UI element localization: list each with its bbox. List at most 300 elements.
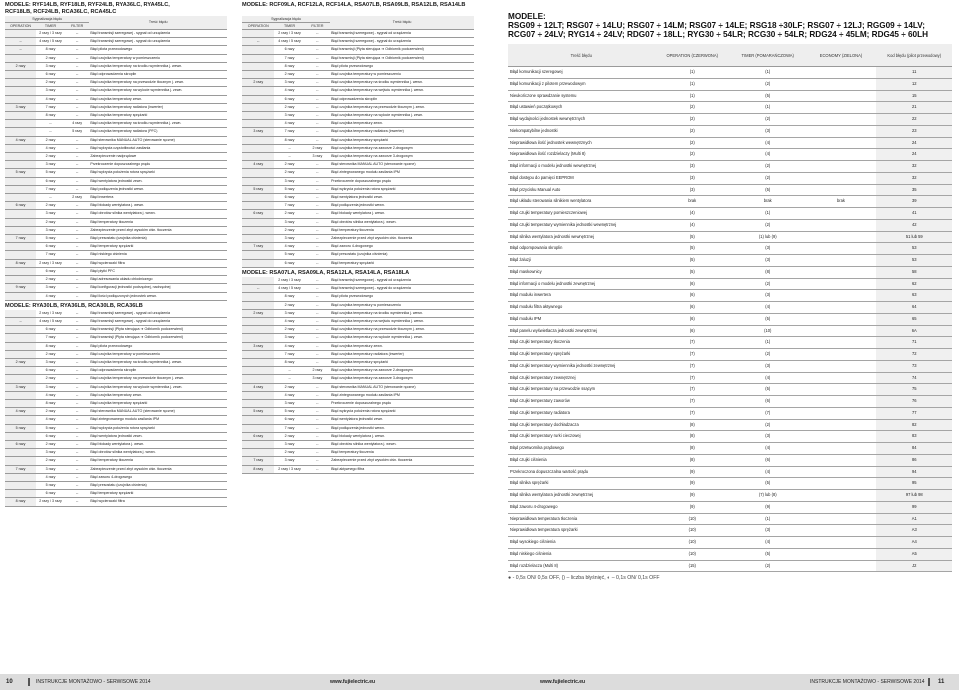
timer-cell: (3): [730, 431, 805, 443]
table-row: [242, 375, 474, 383]
filter-cell: --: [305, 243, 331, 251]
operation-cell: [5, 30, 36, 38]
filter-cell: 5 razy: [65, 128, 89, 136]
table-row: [242, 293, 474, 301]
filter-cell: --: [305, 424, 331, 432]
table-row: [242, 194, 474, 202]
operation-cell: [242, 202, 274, 210]
filter-cell: --: [305, 87, 331, 95]
table-row: [5, 185, 227, 193]
description-cell: Błąd blokady wentylatora j. wewn.: [330, 210, 474, 218]
operation-cell: (7): [655, 349, 730, 361]
operation-cell: 2 razy: [242, 79, 274, 87]
code-cell: 74: [876, 372, 952, 384]
timer-cell: 6 razy: [36, 177, 65, 185]
operation-cell: [242, 259, 274, 267]
operation-cell: (6): [655, 302, 730, 314]
economy-cell: [805, 560, 876, 572]
operation-cell: [242, 120, 274, 128]
timer-cell: 4 razy / 5 razy: [274, 38, 304, 46]
table-row: [5, 473, 227, 481]
timer-cell: --: [274, 375, 304, 383]
operation-cell: [5, 490, 36, 498]
timer-cell: 3 razy: [274, 79, 304, 87]
description-cell: Zabezpieczenie przed zbyt wysokim ciśn. tłoczenia: [330, 235, 474, 243]
operation-cell: [5, 375, 36, 383]
code-cell: 35: [876, 184, 952, 196]
description-cell: Błąd czujnika temperatury na środku wymiennika j. wewn.: [330, 309, 474, 317]
description-cell: Błąd czujki temperatury na przewodzie ssącym: [508, 384, 655, 396]
timer-cell: 8 razy: [274, 62, 304, 70]
table-row: [242, 177, 474, 185]
code-cell: 76: [876, 396, 952, 408]
timer-cell: 4 razy: [36, 416, 65, 424]
table-row: [508, 196, 952, 208]
operation-cell: (10): [655, 513, 730, 525]
economy-cell: [805, 231, 876, 243]
description-cell: Błąd przetwornika prądowego: [508, 443, 655, 455]
operation-cell: --: [242, 38, 274, 46]
operation-cell: (2): [655, 125, 730, 137]
description-cell: Błąd informacji o modelu jednostki zewnętrznej: [508, 278, 655, 290]
economy-cell: [805, 78, 876, 90]
table-row: [5, 210, 227, 218]
timer-cell: 6 razy: [36, 326, 65, 334]
economy-cell: [805, 302, 876, 314]
filter-cell: --: [305, 136, 331, 144]
error-table-2: [5, 310, 227, 507]
footer-url[interactable]: www.fujielectric.eu: [540, 679, 586, 685]
table-body: [242, 30, 474, 268]
table-row: [242, 226, 474, 234]
operation-cell: [242, 449, 274, 457]
code-cell: 23: [876, 125, 952, 137]
description-cell: Błąd ustawień początkowych: [508, 102, 655, 114]
timer-cell: (1): [730, 102, 805, 114]
model-title: MODELE: RYF14LB, RYF18LB, RYF24LB, RYA36LC, RYA45LC,: [5, 2, 170, 8]
description-cell: Błąd zaworu 4-drogowego: [89, 473, 227, 481]
table-row: [242, 301, 474, 309]
table-row: [508, 313, 952, 325]
timer-cell: 2 razy: [36, 218, 65, 226]
description-cell: Błąd układu sterowania silnikiem wentylatora: [508, 196, 655, 208]
description-cell: Błąd czujnika temperatury na przewodzie tłocznym j. zewn.: [330, 326, 474, 334]
operation-cell: brak: [655, 196, 730, 208]
filter-cell: --: [65, 375, 89, 383]
description-cell: Błąd transmisji szeregowej - sygnał do urządzenia: [89, 38, 227, 46]
timer-cell: --: [274, 153, 304, 161]
table-row: [242, 367, 474, 375]
code-cell: 73: [876, 360, 952, 372]
footer-text: INSTRUKCJE MONTAŻOWO - SERWISOWE 2014: [36, 679, 151, 685]
operation-cell: [242, 375, 274, 383]
description-cell: Błąd czujnika temperatury w pomieszczeniu: [330, 71, 474, 79]
description-cell: Błąd modułu inwertera: [508, 290, 655, 302]
filter-cell: --: [305, 465, 331, 473]
timer-cell: --: [274, 144, 304, 152]
table-row: [5, 128, 227, 136]
description-cell: Błąd wentylatora jednostki zewn.: [330, 194, 474, 202]
filter-cell: --: [65, 177, 89, 185]
description-cell: Błąd czujnika temperatury zewn.: [330, 120, 474, 128]
footer-url[interactable]: www.fujielectric.eu: [330, 679, 376, 685]
operation-cell: [242, 317, 274, 325]
timer-cell: (2): [730, 278, 805, 290]
operation-cell: (7): [655, 396, 730, 408]
description-cell: Błąd transmisji szeregowej - sygnał od urządzenia: [89, 30, 227, 38]
operation-cell: 5 razy: [242, 185, 274, 193]
filter-cell: --: [65, 259, 89, 267]
table-row: [242, 95, 474, 103]
filter-cell: --: [305, 210, 331, 218]
description-cell: Błąd czujnika temperatury na zaworze 2-drogowym: [330, 367, 474, 375]
operation-cell: 2 razy: [242, 309, 274, 317]
table-row: [508, 137, 952, 149]
operation-cell: (5): [655, 255, 730, 267]
filter-cell: --: [305, 432, 331, 440]
timer-cell: brak: [730, 196, 805, 208]
operation-cell: [242, 177, 274, 185]
description-cell: Błąd czujnika temperatury sprężarki: [89, 112, 227, 120]
filter-cell: --: [65, 334, 89, 342]
operation-cell: [242, 367, 274, 375]
filter-cell: --: [305, 112, 331, 120]
code-cell: 15: [876, 90, 952, 102]
filter-cell: --: [65, 383, 89, 391]
operation-cell: [5, 243, 36, 251]
code-cell: 97 lub 98: [876, 490, 952, 502]
timer-cell: --: [36, 120, 65, 128]
table-row: [242, 185, 474, 193]
filter-cell: --: [65, 350, 89, 358]
filter-cell: --: [305, 293, 331, 301]
operation-cell: [5, 112, 36, 120]
filter-cell: --: [305, 202, 331, 210]
description-cell: Błąd odprowadzenia skroplin: [330, 95, 474, 103]
table-row: [5, 367, 227, 375]
description-cell: Błąd czujnika temperatury na zaworze 2-drogowym: [330, 144, 474, 152]
table-row: [508, 407, 952, 419]
operation-cell: [5, 310, 36, 318]
content-header: Treść błędu: [508, 44, 655, 67]
model-list-1: RSG09 ÷ 12LT; RSG07 ÷ 14LU; RSG07 ÷ 14LM; RSG07 ÷ 14LE; RSG18 ÷30LF; RSG07 ÷ 12LJ; RGG09 ÷ 14LV;: [508, 21, 926, 30]
timer-cell: (5): [730, 548, 805, 560]
table-row: [242, 277, 474, 285]
operation-cell: (10): [655, 548, 730, 560]
filter-cell: --: [65, 481, 89, 489]
table-row: [5, 218, 227, 226]
timer-cell: 3 razy: [274, 235, 304, 243]
operation-cell: 4 razy: [5, 408, 36, 416]
timer-cell: 3 razy: [36, 465, 65, 473]
operation-cell: [242, 301, 274, 309]
description-cell: Błąd czujnika temperatury na przewodzie tłocznym j. zewn.: [330, 103, 474, 111]
description-cell: Błąd czujnika temperatury radiatora (inwerter): [89, 103, 227, 111]
operation-header: OPERATION: [5, 23, 36, 30]
filter-cell: --: [305, 408, 331, 416]
timer-cell: (3): [730, 290, 805, 302]
filter-cell: --: [65, 169, 89, 177]
economy-cell: [805, 360, 876, 372]
description-cell: Błąd obrotów silnika wentylatora j. wewn.: [89, 449, 227, 457]
table-row: [5, 95, 227, 103]
description-cell: Błąd inwertera: [89, 194, 227, 202]
table-row: [5, 490, 227, 498]
description-cell: Błąd czujki temperatury radiatora: [508, 407, 655, 419]
operation-cell: (9): [655, 478, 730, 490]
timer-cell: 7 razy: [274, 424, 304, 432]
operation-cell: 7 razy: [5, 465, 36, 473]
description-cell: Błąd zaworu 4-drogowego: [330, 243, 474, 251]
description-cell: Błąd odprowadzenia skroplin: [89, 367, 227, 375]
timer-cell: 2 razy: [36, 276, 65, 284]
table-row: [508, 513, 952, 525]
code-cell: A5: [876, 548, 952, 560]
description-cell: Błąd czujnika temperatury na środku wymiennika j. wewn.: [330, 79, 474, 87]
filter-cell: --: [65, 284, 89, 292]
table-row: [5, 46, 227, 54]
timer-cell: 5 razy: [36, 481, 65, 489]
description-cell: Błąd temperatury sprężarki: [89, 243, 227, 251]
economy-cell: [805, 325, 876, 337]
timer-cell: 7 razy: [36, 334, 65, 342]
timer-cell: 2 razy / 3 razy: [36, 310, 65, 318]
operation-cell: [5, 210, 36, 218]
table-row: [242, 317, 474, 325]
timer-cell: 6 razy: [36, 432, 65, 440]
filter-cell: --: [65, 30, 89, 38]
description-cell: Błąd czujnika temperatury na zaworze 3-drogowym: [330, 153, 474, 161]
filter-cell: --: [65, 71, 89, 79]
description-cell: Błąd niskiego ciśnienia: [508, 548, 655, 560]
operation-cell: 9 razy: [5, 284, 36, 292]
operation-cell: [5, 177, 36, 185]
description-cell: Zabezpieczenie przed zbyt wysokim ciśn. tłoczenia: [89, 226, 227, 234]
filter-cell: --: [305, 120, 331, 128]
description-cell: Błąd zaworu 4-drogowego: [508, 501, 655, 513]
timer-cell: (2): [730, 172, 805, 184]
timer-cell: 3 razy: [36, 161, 65, 169]
operation-cell: [242, 326, 274, 334]
table-row: [5, 87, 227, 95]
table-row: [242, 449, 474, 457]
description-cell: Błąd odpompowania skroplin: [508, 243, 655, 255]
filter-cell: --: [65, 292, 89, 300]
operation-cell: [5, 399, 36, 407]
timer-cell: (3): [730, 125, 805, 137]
filter-cell: --: [305, 391, 331, 399]
table-row: [508, 560, 952, 572]
timer-cell: (5): [730, 384, 805, 396]
description-cell: Błąd pilota przewodowego: [89, 342, 227, 350]
footer: [480, 674, 959, 690]
operation-cell: (9): [655, 490, 730, 502]
description-cell: Błąd czujnika temperatury na środku wymiennika j. zewn.: [89, 120, 227, 128]
footer-text: INSTRUKCJE MONTAŻOWO - SERWISOWE 2014: [810, 679, 925, 685]
operation-cell: 6 razy: [242, 210, 274, 218]
description-cell: Błąd czujnika temperatury sprężarki: [330, 136, 474, 144]
timer-cell: 4 razy: [36, 144, 65, 152]
filter-cell: --: [305, 46, 331, 54]
filter-cell: --: [65, 310, 89, 318]
operation-cell: [242, 71, 274, 79]
timer-cell: 8 razy: [36, 342, 65, 350]
operation-cell: (7): [655, 407, 730, 419]
timer-cell: 8 razy: [36, 112, 65, 120]
filter-cell: --: [305, 128, 331, 136]
economy-cell: [805, 513, 876, 525]
description-cell: Błąd transmisji szeregowej - sygnał do urządzenia: [89, 317, 227, 325]
table-row: [5, 112, 227, 120]
operation-cell: (8): [655, 419, 730, 431]
code-cell: 65: [876, 313, 952, 325]
table-row: [5, 284, 227, 292]
economy-cell: [805, 184, 876, 196]
description-cell: Błąd czujnika temperatury na wylocie wymiennika j. zewn.: [89, 87, 227, 95]
table-row: [5, 169, 227, 177]
timer-cell: 6 razy: [274, 416, 304, 424]
description-cell: Błąd transmisji szeregowej - sygnał od urządzenia: [89, 310, 227, 318]
table-row: [5, 136, 227, 144]
description-cell: Błąd wentylatora jednostki zewn.: [330, 416, 474, 424]
economy-cell: [805, 172, 876, 184]
operation-cell: 7 razy: [242, 457, 274, 465]
table-row: [5, 310, 227, 318]
table-row: [242, 326, 474, 334]
description-cell: Błąd sterownika MANUAL AUTO (sterowanie ręczne): [89, 136, 227, 144]
timer-header: TIMER (POMARAŃCZOWA): [730, 44, 805, 67]
operation-cell: [5, 481, 36, 489]
table-row: [242, 161, 474, 169]
operation-cell: [5, 292, 36, 300]
timer-header: TIMER: [36, 23, 65, 30]
operation-cell: (2): [655, 114, 730, 126]
code-cell: 71: [876, 337, 952, 349]
table-row: [242, 342, 474, 350]
table-row: [508, 243, 952, 255]
operation-cell: [5, 54, 36, 62]
table-row: [5, 416, 227, 424]
filter-cell: --: [65, 399, 89, 407]
description-cell: Zabezpieczenie przed zbyt wysokim ciśn. tłoczenia: [89, 465, 227, 473]
description-cell: Błąd transmisji (Płyta sterująca ➔ Odbiornik podczerwieni): [89, 326, 227, 334]
description-cell: Błąd czujnika temperatury zewn.: [330, 342, 474, 350]
timer-cell: 8 razy: [274, 293, 304, 301]
description-cell: Błąd modułu IPM: [508, 313, 655, 325]
table-row: [5, 498, 227, 506]
description-cell: Niekompatybilne jednostki: [508, 125, 655, 137]
timer-cell: (4): [730, 466, 805, 478]
code-cell: 63: [876, 290, 952, 302]
timer-cell: 4 razy / 5 razy: [36, 38, 65, 46]
economy-cell: [805, 548, 876, 560]
timer-cell: 8 razy: [36, 399, 65, 407]
timer-cell: 3 razy: [36, 383, 65, 391]
economy-cell: [805, 407, 876, 419]
description-cell: Błąd czujki temperatury dochładzacza: [508, 419, 655, 431]
description-cell: Błąd czujki temperatury pomieszczeniowej: [508, 208, 655, 220]
table-row: [242, 440, 474, 448]
description-cell: Błąd wydajności jednostek wewnętrznych: [508, 114, 655, 126]
description-cell: Błąd obrotów silnika wentylatora j. wewn.: [89, 210, 227, 218]
indications-header: Sygnalizacja błędu: [242, 16, 330, 23]
timer-cell: 6 razy: [274, 194, 304, 202]
table-row: [5, 194, 227, 202]
timer-cell: 5 razy: [274, 185, 304, 193]
description-cell: Błąd wentylatora jednostki zewn.: [89, 432, 227, 440]
operation-cell: (7): [655, 372, 730, 384]
timer-cell: 4 razy: [274, 87, 304, 95]
economy-cell: [805, 137, 876, 149]
economy-cell: [805, 337, 876, 349]
timer-cell: (2): [730, 78, 805, 90]
filter-cell: --: [65, 235, 89, 243]
description-cell: Błąd czujnika temperatury zewn.: [89, 95, 227, 103]
table-row: [5, 79, 227, 87]
description-cell: Błąd wykrycia położenia rotora sprężarki: [89, 424, 227, 432]
timer-cell: (9): [730, 501, 805, 513]
table-row: [5, 30, 227, 38]
code-cell: 77: [876, 407, 952, 419]
economy-cell: [805, 537, 876, 549]
operation-cell: [5, 153, 36, 161]
timer-cell: (4): [730, 443, 805, 455]
operation-cell: [242, 30, 274, 38]
model-title-cont: RCF18LB, RCF24LB, RCA36LC, RCA45LC: [5, 9, 117, 15]
operation-cell: [242, 169, 274, 177]
operation-cell: (9): [655, 501, 730, 513]
timer-cell: 2 razy / 3 razy: [274, 465, 304, 473]
code-cell: A1: [876, 513, 952, 525]
operation-cell: (3): [655, 161, 730, 173]
description-cell: Przekroczenie dopuszczalnego prądu: [330, 399, 474, 407]
filter-cell: --: [65, 226, 89, 234]
operation-cell: [5, 473, 36, 481]
timer-cell: 2 razy: [274, 383, 304, 391]
description-cell: Błąd informacji o modelu jednostki wewnętrznej: [508, 161, 655, 173]
operation-cell: 7 razy: [5, 235, 36, 243]
timer-cell: 2 razy: [36, 408, 65, 416]
code-cell: 12: [876, 78, 952, 90]
table-row: [508, 219, 952, 231]
model-title-2: MODELE: RSA07LA, RSA09LA, RSA12LA, RSA14LA, RSA18LA: [242, 269, 410, 276]
table-row: [508, 466, 952, 478]
error-table: [5, 16, 227, 301]
description-cell: Błąd blokady wentylatora j. wewn.: [89, 202, 227, 210]
table-row: [242, 235, 474, 243]
operation-cell: 4 razy: [242, 161, 274, 169]
economy-cell: [805, 490, 876, 502]
description-cell: Błąd maskownicy: [508, 266, 655, 278]
description-cell: Błąd transmisji (Płyta sterująca ➔ Odbiornik podczerwieni): [330, 46, 474, 54]
filter-cell: --: [305, 79, 331, 87]
table-row: [242, 383, 474, 391]
filter-cell: --: [65, 218, 89, 226]
timer-cell: (7) lub (8): [730, 490, 805, 502]
description-cell: Błąd żaluzji: [508, 255, 655, 267]
table-row: [242, 285, 474, 293]
code-cell: 41: [876, 208, 952, 220]
description-cell: Błąd sterownika MANUAL AUTO (sterowanie ręczne): [330, 161, 474, 169]
timer-cell: 7 razy: [274, 54, 304, 62]
table-row: [242, 87, 474, 95]
operation-cell: (1): [655, 90, 730, 102]
timer-cell: (1): [730, 208, 805, 220]
operation-cell: [5, 95, 36, 103]
table-row: [242, 62, 474, 70]
filter-cell: 3 razy: [305, 153, 331, 161]
description-cell: Błąd czujnika temperatury radiatora (inwerter): [330, 128, 474, 136]
